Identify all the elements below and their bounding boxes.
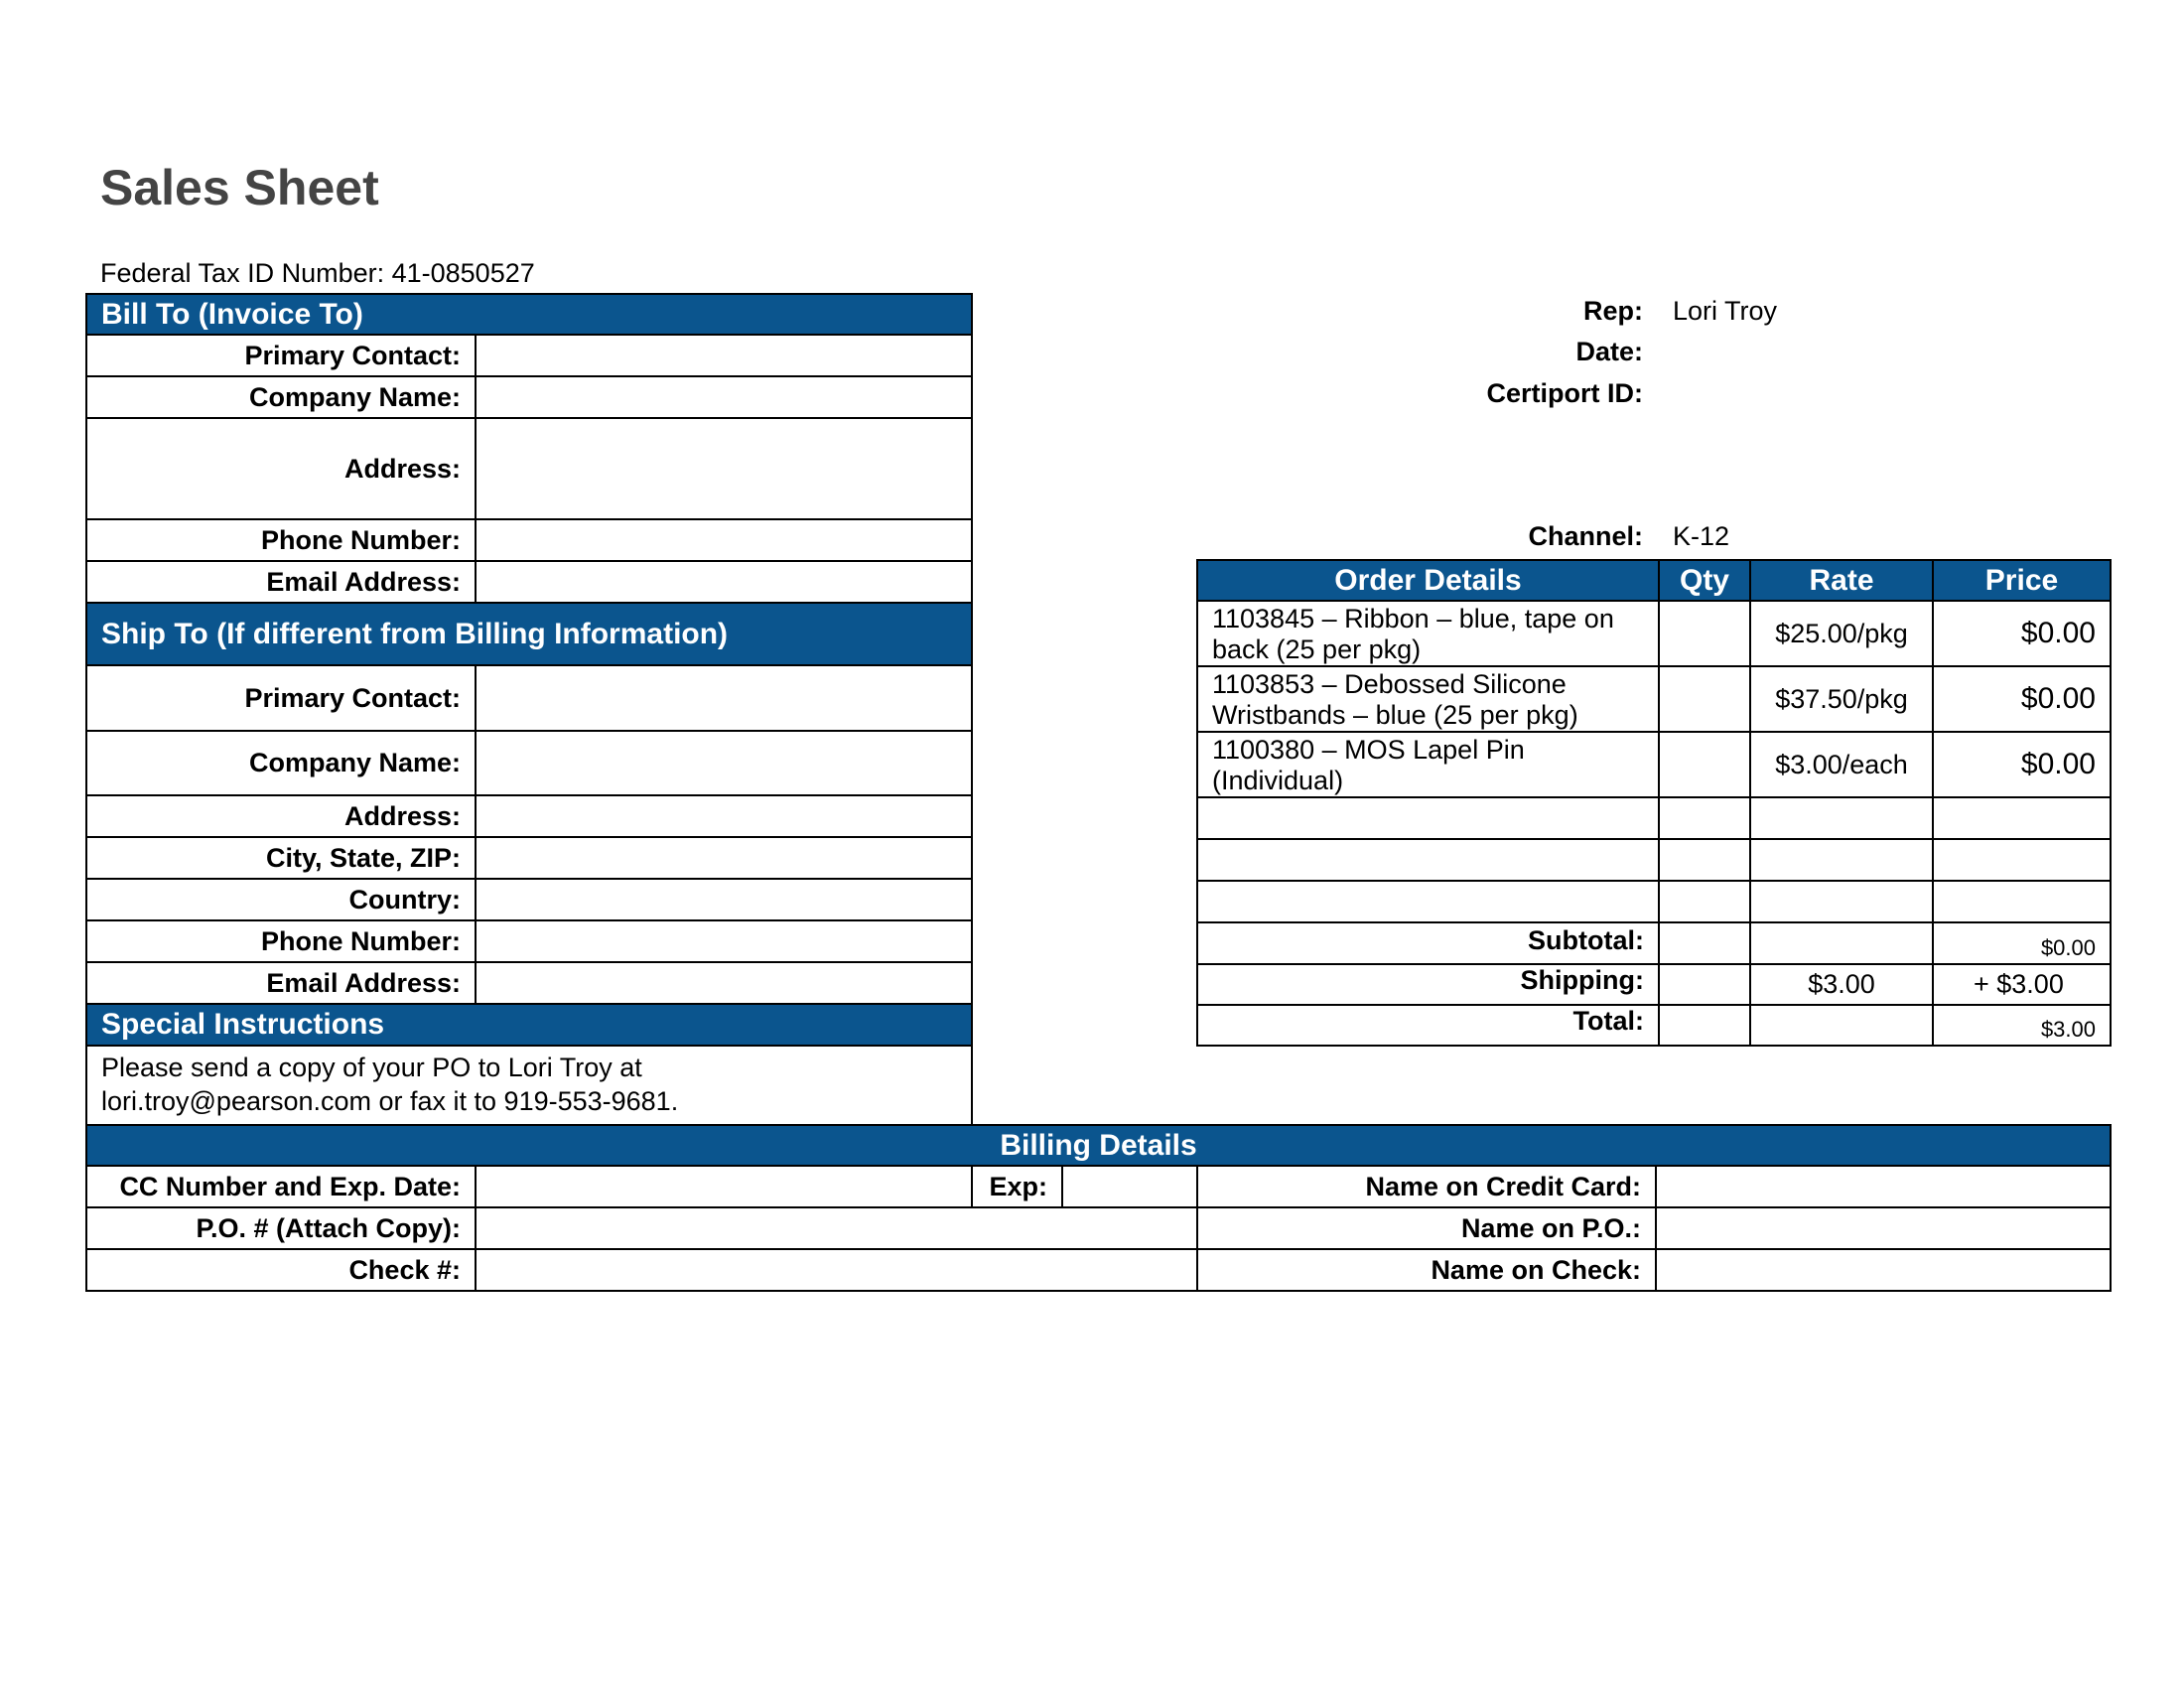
total-label: Total: <box>1197 1005 1659 1046</box>
total-rate-cell <box>1750 1005 1933 1046</box>
rep-value: Lori Troy <box>1673 296 1778 326</box>
order-item-price: $0.00 <box>1933 732 2111 797</box>
name-on-credit-card-field[interactable] <box>1656 1166 2111 1207</box>
order-details-header: Order Details <box>1197 560 1659 601</box>
empty-order-cell[interactable] <box>1933 797 2111 839</box>
shipping-rate: $3.00 <box>1750 964 1933 1005</box>
order-item-price: $0.00 <box>1933 666 2111 732</box>
bill-email-label: Email Address: <box>86 561 476 603</box>
bill-phone-label: Phone Number: <box>86 519 476 561</box>
order-item-qty-field[interactable] <box>1659 666 1750 732</box>
ship-email-label: Email Address: <box>86 962 476 1004</box>
exp-label: Exp: <box>972 1166 1062 1207</box>
ship-email-field[interactable] <box>476 962 972 1004</box>
name-on-check-label: Name on Check: <box>1197 1249 1656 1291</box>
ship-address-label: Address: <box>86 795 476 837</box>
ship-company-name-field[interactable] <box>476 731 972 795</box>
po-number-label: P.O. # (Attach Copy): <box>86 1207 476 1249</box>
item-line2: Wristbands – blue (25 per pkg) <box>1212 700 1578 730</box>
qty-header: Qty <box>1659 560 1750 601</box>
channel-value: K-12 <box>1673 521 1730 551</box>
ship-country-field[interactable] <box>476 879 972 920</box>
subtotal-label: Subtotal: <box>1197 922 1659 964</box>
order-details-table <box>1196 559 2112 1047</box>
order-item-description <box>1197 666 1659 732</box>
ship-phone-field[interactable] <box>476 920 972 962</box>
bill-email-field[interactable] <box>476 561 972 603</box>
name-on-credit-card-label: Name on Credit Card: <box>1197 1166 1656 1207</box>
order-item-description <box>1197 732 1659 797</box>
name-on-check-field[interactable] <box>1656 1249 2111 1291</box>
bill-primary-contact-field[interactable] <box>476 335 972 376</box>
ship-to-header: Ship To (If different from Billing Information) <box>86 603 972 665</box>
subtotal-rate-cell <box>1750 922 1933 964</box>
exp-field[interactable] <box>1062 1166 1197 1207</box>
special-instructions-line1: Please send a copy of your PO to Lori Troy at <box>101 1053 642 1082</box>
billing-details-header: Billing Details <box>86 1125 2111 1166</box>
empty-order-cell[interactable] <box>1750 839 1933 881</box>
empty-order-cell[interactable] <box>1197 881 1659 922</box>
shipping-label: Shipping: <box>1197 964 1659 1005</box>
name-on-po-field[interactable] <box>1656 1207 2111 1249</box>
empty-order-cell[interactable] <box>1933 839 2111 881</box>
ship-country-label: Country: <box>86 879 476 920</box>
ship-company-name-label: Company Name: <box>86 731 476 795</box>
bill-to-header: Bill To (Invoice To) <box>86 294 972 335</box>
item-line2: (Individual) <box>1212 766 1344 795</box>
rep-label: Rep: <box>1583 296 1643 326</box>
empty-order-cell[interactable] <box>1750 881 1933 922</box>
cc-number-field[interactable] <box>476 1166 972 1207</box>
special-instructions-line2: lori.troy@pearson.com or fax it to 919-553-9681. <box>101 1086 679 1116</box>
empty-order-cell[interactable] <box>1933 881 2111 922</box>
federal-tax-id: Federal Tax ID Number: 41-0850527 <box>100 258 535 288</box>
empty-order-cell[interactable] <box>1659 797 1750 839</box>
ship-primary-contact-field[interactable] <box>476 665 972 731</box>
ship-city-state-zip-label: City, State, ZIP: <box>86 837 476 879</box>
empty-order-cell[interactable] <box>1659 839 1750 881</box>
order-item-rate: $37.50/pkg <box>1750 666 1933 732</box>
po-number-field[interactable] <box>476 1207 1197 1249</box>
cc-number-label: CC Number and Exp. Date: <box>86 1166 476 1207</box>
order-item-rate: $3.00/each <box>1750 732 1933 797</box>
empty-order-cell[interactable] <box>1197 839 1659 881</box>
name-on-po-label: Name on P.O.: <box>1197 1207 1656 1249</box>
item-line1: 1100380 – MOS Lapel Pin <box>1212 735 1525 765</box>
bill-address-field[interactable] <box>476 418 972 519</box>
item-line2: back (25 per pkg) <box>1212 634 1422 664</box>
subtotal-value: $0.00 <box>1933 922 2111 964</box>
order-item-qty-field[interactable] <box>1659 601 1750 666</box>
order-item-qty-field[interactable] <box>1659 732 1750 797</box>
date-label: Date: <box>1575 337 1643 366</box>
empty-order-cell[interactable] <box>1197 797 1659 839</box>
order-item-price: $0.00 <box>1933 601 2111 666</box>
channel-label: Channel: <box>1528 521 1643 551</box>
shipping-qty-cell <box>1659 964 1750 1005</box>
bill-phone-field[interactable] <box>476 519 972 561</box>
billing-details-table <box>85 1124 2112 1292</box>
ship-city-state-zip-field[interactable] <box>476 837 972 879</box>
empty-order-cell[interactable] <box>1659 881 1750 922</box>
bill-company-name-field[interactable] <box>476 376 972 418</box>
order-item-description <box>1197 601 1659 666</box>
item-line1: 1103853 – Debossed Silicone <box>1212 669 1567 699</box>
price-header: Price <box>1933 560 2111 601</box>
ship-address-field[interactable] <box>476 795 972 837</box>
subtotal-qty-cell <box>1659 922 1750 964</box>
total-value: $3.00 <box>1933 1005 2111 1046</box>
rate-header: Rate <box>1750 560 1933 601</box>
bill-primary-contact-label: Primary Contact: <box>86 335 476 376</box>
bill-address-label: Address: <box>86 418 476 519</box>
certiport-id-label: Certiport ID: <box>1486 378 1643 408</box>
item-line1: 1103845 – Ribbon – blue, tape on <box>1212 604 1614 633</box>
order-item-rate: $25.00/pkg <box>1750 601 1933 666</box>
bill-ship-table <box>85 293 973 1126</box>
special-instructions-header: Special Instructions <box>86 1004 972 1046</box>
page-title: Sales Sheet <box>100 160 379 215</box>
total-qty-cell <box>1659 1005 1750 1046</box>
check-number-label: Check #: <box>86 1249 476 1291</box>
shipping-value: + $3.00 <box>1933 964 2111 1005</box>
check-number-field[interactable] <box>476 1249 1197 1291</box>
bill-company-name-label: Company Name: <box>86 376 476 418</box>
empty-order-cell[interactable] <box>1750 797 1933 839</box>
ship-phone-label: Phone Number: <box>86 920 476 962</box>
ship-primary-contact-label: Primary Contact: <box>86 665 476 731</box>
special-instructions-text <box>86 1046 972 1125</box>
